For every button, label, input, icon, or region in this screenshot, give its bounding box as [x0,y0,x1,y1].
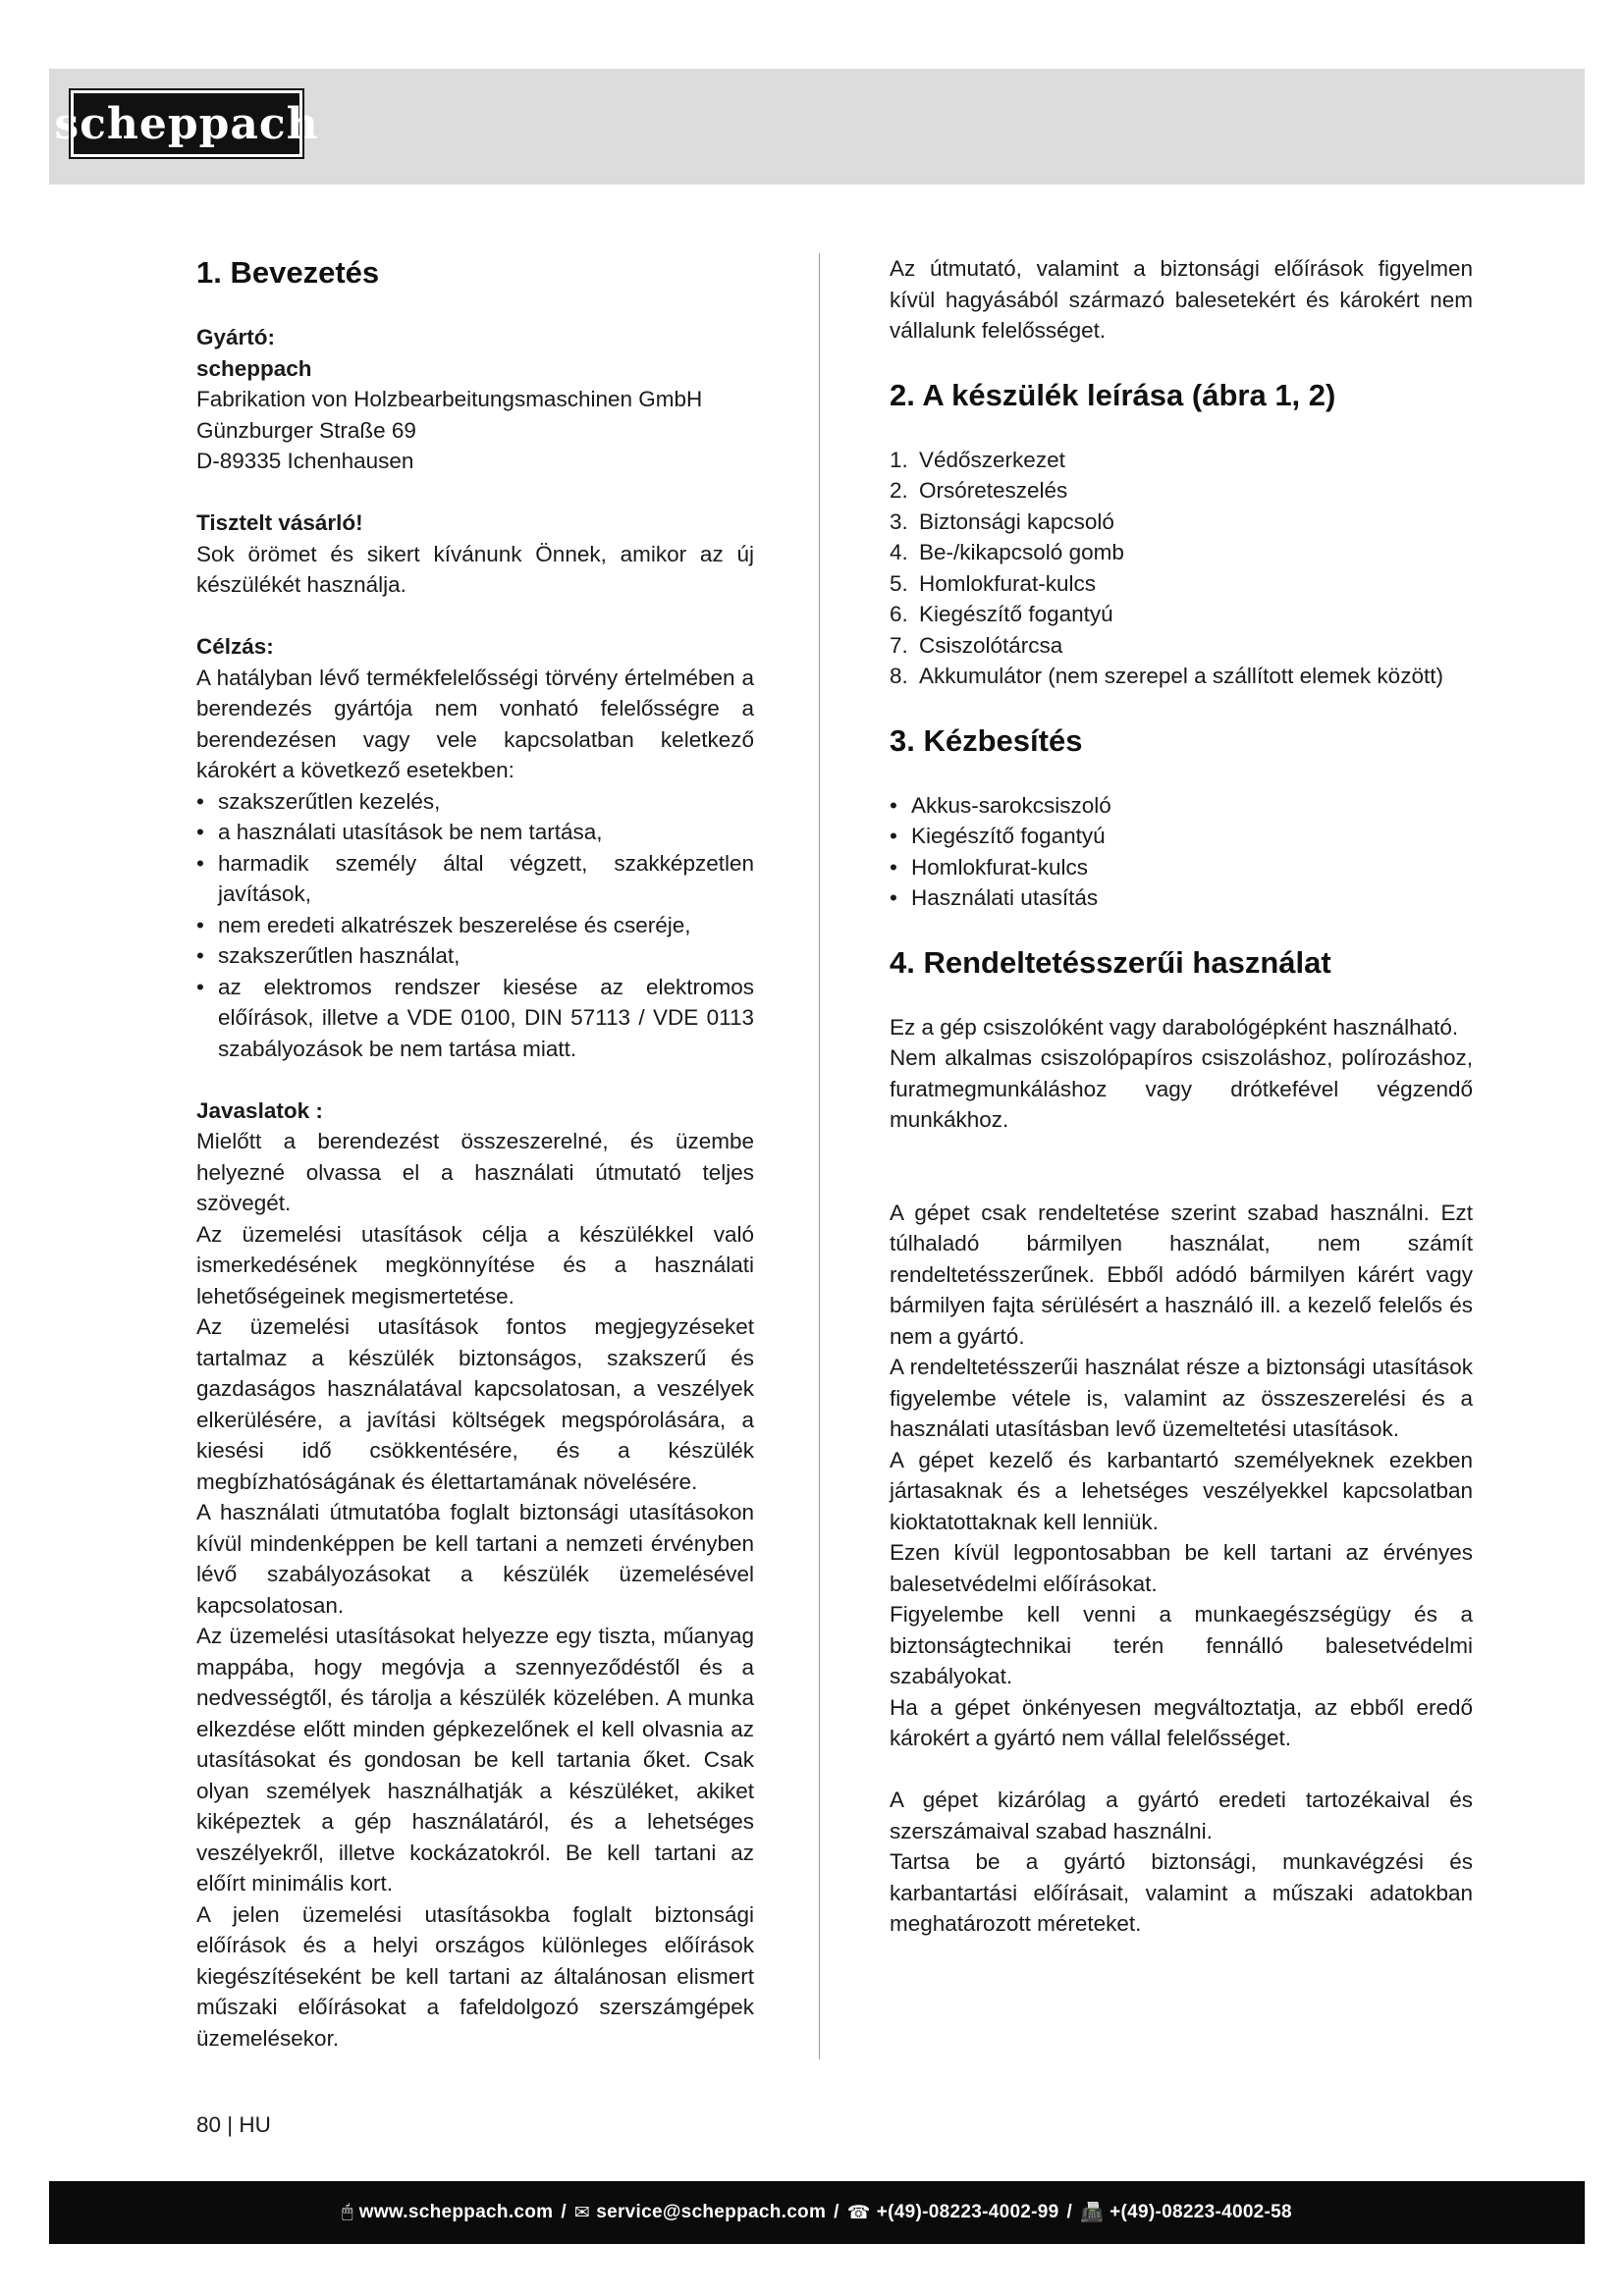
list-item: • a használati utasítások be nem tartása, [196,817,754,848]
list-item: 4. Be-/kikapcsoló gomb [890,540,1124,564]
phone-number: +(49)-08223-4002-99 [876,2202,1059,2222]
mail-icon: ✉ [573,2202,591,2223]
column-divider [819,253,820,2059]
list-item: • Használati utasítás [890,882,1473,914]
section-title-intended-use: 4. Rendeltetésszerűi használat [890,944,1331,980]
list-item: 6. Kiegészítő fogantyú [890,602,1113,626]
header-band [49,69,1585,185]
fax-number: +(49)-08223-4002-58 [1110,2202,1292,2222]
advice-paragraph: A használati útmutatóba foglalt biztonsági utasításokon kívül mindenképpen be kell tartani a nemzeti érvényben lévő szabályozásokat a készülék üzemelésével kapcsolatosan. [196,1500,754,1618]
fax-icon: 📠 [1080,2203,1105,2223]
list-item: • szakszerűtlen használat, [196,940,754,972]
section-title-description: 2. A készülék leírása (ábra 1, 2) [890,377,1336,412]
advice-paragraph: Az üzemelési utasítások fontos megjegyzéseket tartalmaz a készülék biztonságos, szakszerű és gazdaságos használatával kapcsolatosan, a veszélyek elkerülésére, a javítási költségek megspórolására, a kiesési idő csökkentésére, és a készülék megbízhatóságának és élettartamának növelésére. [196,1314,754,1494]
parts-list [890,445,1473,692]
list-item: 7. Csiszolótárcsa [890,632,1063,658]
manufacturer-line: Fabrikation von Holzbearbeitungsmaschinen GmbH [196,387,703,411]
list-item: 2. Orsóreteszelés [890,478,1068,503]
intended-use-paragraph: Nem alkalmas csiszolópapíros csiszoláshoz, polírozáshoz, furatmegmunkáláshoz vagy drótkefével végzendő munkákhoz. [890,1045,1473,1132]
list-item: • az elektromos rendszer kiesése az elektromos előírások, illetve a VDE 0100, DIN 57113 / VDE 0113 szabályozások be nem tartása miatt. [196,972,754,1065]
scheppach-logo: scheppach [71,90,302,157]
monitor-icon: 🖱 [342,2202,353,2222]
advice-paragraph: Az üzemelési utasítások célja a készülékkel való ismerkedésének megkönnyítése és a használati lehetőségeinek megismertetése. [196,1221,754,1308]
intended-use-paragraph: A gépet csak rendeltetése szerint szabad használni. Ezt túlhaladó bármilyen használat, nem számít rendeltetésszerűnek. Ebből adódó bármilyen kárért vagy bármilyen fajta sérülésért a használó ill. a kezelő felelős és nem a gyártó. [890,1200,1473,1349]
greeting-label: Tisztelt vásárló! [196,510,363,535]
intended-use-paragraph: A gépet kizárólag a gyártó eredeti tartozékaival és szerszámaival szabad használni. [890,1788,1473,1843]
intended-use-paragraph: A gépet kezelő és karbantartó személyeknek ezekben jártasaknak és a lehetséges veszélyekkel kapcsolatban kioktatottaknak kell lenniük. [890,1447,1473,1534]
intended-use-paragraph: Tartsa be a gyártó biztonsági, munkavégzési és karbantartási előírásait, valamint a műszaki adatokban meghatározott méreteket. [890,1849,1473,1936]
section-title-introduction: 1. Bevezetés [196,255,380,290]
right-column [890,253,1473,1940]
intended-use-paragraph: Ha a gépet önkényesen megváltoztatja, az ebből eredő károkért a gyártó nem vállal felelősséget. [890,1694,1473,1750]
list-item: • harmadik személy által végzett, szakképzetlen javítások, [196,848,754,910]
left-column [196,253,754,2054]
liability-list [196,786,754,1065]
email-link[interactable]: service@scheppach.com [596,2202,827,2222]
section-title-delivery: 3. Kézbesítés [890,722,1083,758]
advice-label: Javaslatok : [196,1097,323,1123]
page-number: 80 | HU [196,2112,271,2137]
intended-use-paragraph: Ezen kívül legpontosabban be kell tartani az érvényes balesetvédelmi előírásokat. [890,1540,1473,1596]
list-item: • Kiegészítő fogantyú [890,821,1473,852]
list-item: 1. Védőszerkezet [890,447,1065,472]
intended-use-paragraph: Ez a gép csiszolóként vagy darabológépként használható. [890,1014,1459,1040]
website-link[interactable]: www.scheppach.com [358,2202,554,2222]
intended-use-paragraph: A rendeltetésszerűi használat része a biztonsági utasítások figyelembe vétele is, valamint az összeszerelési és a használati utasításban levő üzemeltetési utasítások. [890,1355,1473,1441]
manufacturer-line: D-89335 Ichenhausen [196,449,414,473]
intended-use-paragraph: Figyelembe kell venni a munkaegészségügy és a biztonságtechnikai terén fennálló balesetvédelmi szabályokat. [890,1602,1473,1688]
list-item: • Akkus-sarokcsiszoló [890,790,1473,822]
disclaimer-text: Az útmutató, valamint a biztonsági előírások figyelmen kívül hagyásából származó balesetekért és károkért nem vállalunk felelősséget. [890,256,1473,343]
list-item: • Homlokfurat-kulcs [890,852,1473,883]
delivery-list [890,790,1473,914]
advice-paragraph: Az üzemelési utasításokat helyezze egy tiszta, műanyag mappába, hogy megóvja a szennyeződéstől és a nedvességtől, és tárolja a készülék közelében. A munka elkezdése előtt minden gépkezelőnek el kell olvasnia az utasításokat és gondosan be kell tartania őket. Csak olyan személyek használhatják a készüléket, akiket kiképeztek a gép használatáról, és a lehetséges veszélyekről, illetve kockázatokról. Be kell tartani az előírt minimális kort. [196,1624,754,1896]
greeting-text: Sok örömet és sikert kívánunk Önnek, amikor az új készülékét használja. [196,541,754,597]
footer-band: 🖱 www.scheppach.com / ✉ service@scheppach.com / ☎ +(49)-08223-4002-99 / 📠 +(49)-08223-4002-58 [49,2181,1585,2244]
note-label: Célzás: [196,634,274,659]
phone-icon: ☎ [846,2202,871,2223]
list-item: 3. Biztonsági kapcsoló [890,508,1114,534]
list-item: 5. Homlokfurat-kulcs [890,570,1097,596]
advice-paragraph: Mielőtt a berendezést összeszerelné, és üzembe helyezné olvassa el a használati útmutató teljes szövegét. [196,1129,754,1215]
list-item: 8. Akkumulátor (nem szerepel a szállított elemek között) [890,664,1443,688]
list-item: • nem eredeti alkatrészek beszerelése és cseréje, [196,910,754,941]
note-text: A hatályban lévő termékfelelősségi törvény értelmében a berendezés gyártója nem vonható felelősségre a berendezésen vagy vele kapcsolatban keletkező károkért a következő esetekben: [196,665,754,782]
manufacturer-line: Günzburger Straße 69 [196,417,416,443]
manufacturer-label: Gyártó: [196,325,276,349]
manufacturer-name: scheppach [196,355,312,381]
list-item: • szakszerűtlen kezelés, [196,786,754,818]
advice-paragraph: A jelen üzemelési utasításokba foglalt biztonsági előírások és a helyi országos különleges előírások kiegészítéseként be kell tartani az általánosan elismert műszaki előírásokat a fafeldolgozó szerszámgépek üzemelésekor. [196,1901,754,2051]
